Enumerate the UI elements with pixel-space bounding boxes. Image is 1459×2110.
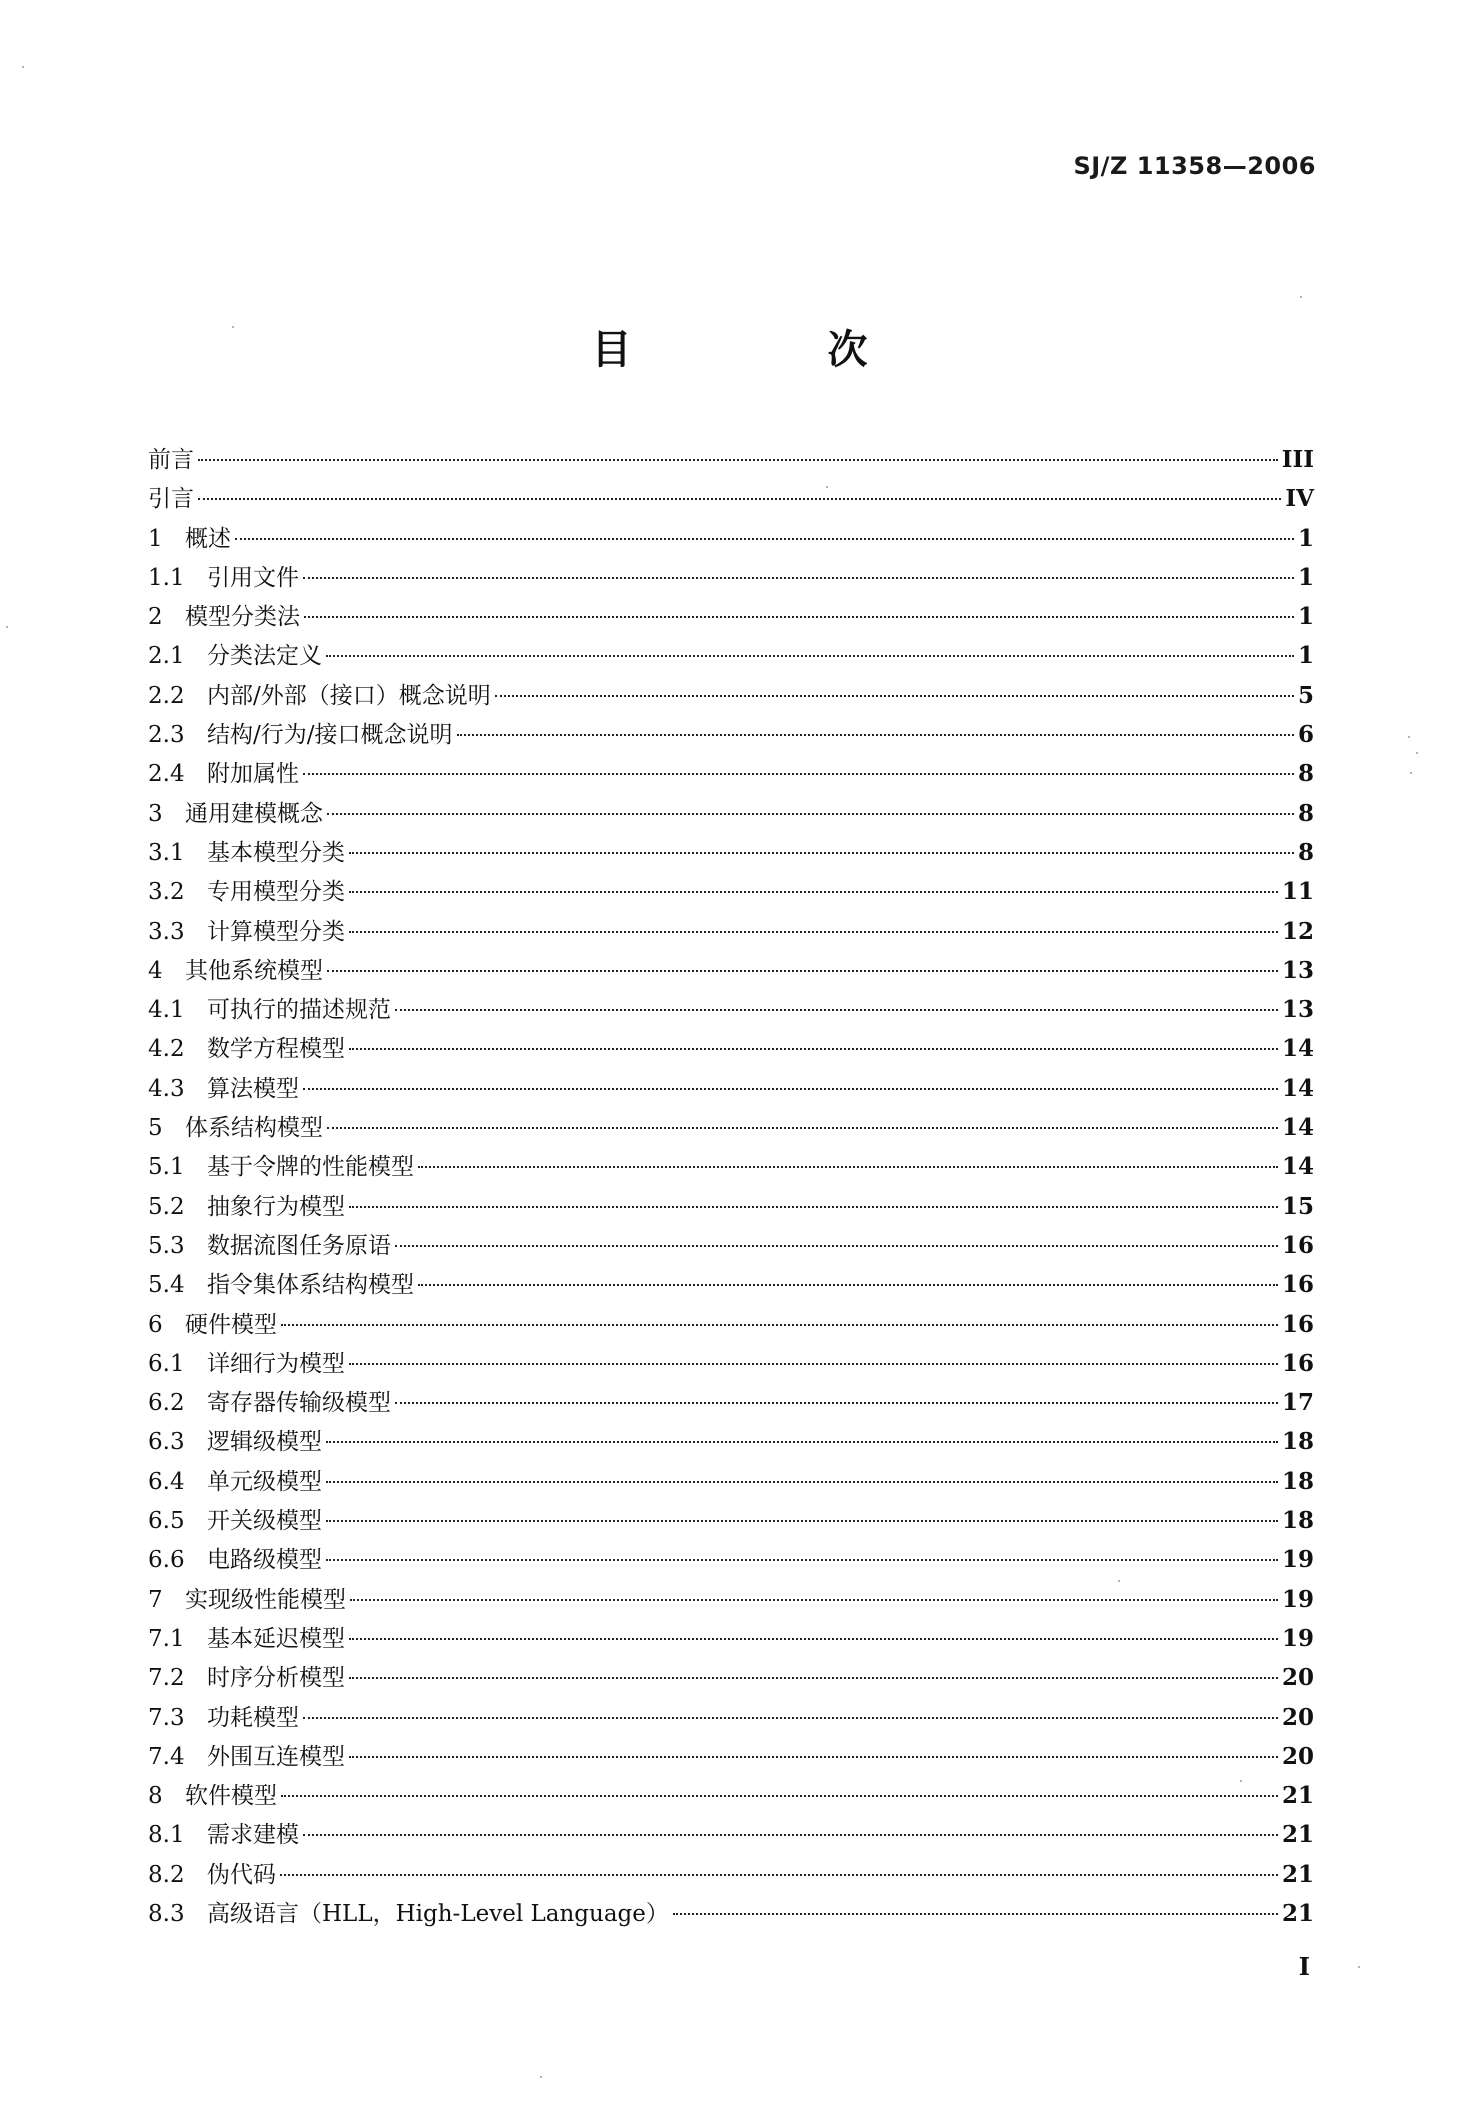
toc-entry-number: 8.3	[148, 1900, 185, 1927]
toc-entry	[148, 1265, 1314, 1304]
toc-entry-title: 体系结构模型	[185, 1115, 323, 1142]
toc-entry	[148, 1737, 1314, 1776]
toc-dot-leader	[327, 970, 1278, 972]
toc-entry-page: 20	[1281, 1703, 1314, 1731]
toc-entry-number: 2.1	[148, 643, 185, 670]
toc-entry	[148, 479, 1314, 518]
toc-entry-number: 6.1	[148, 1350, 185, 1377]
scan-speck	[1118, 1580, 1120, 1582]
toc-entry-page: 16	[1281, 1349, 1314, 1377]
toc-dot-leader	[349, 1677, 1278, 1679]
toc-entry-title: 逻辑级模型	[207, 1429, 322, 1456]
toc-entry-page: 18	[1281, 1428, 1314, 1456]
toc-entry	[148, 1894, 1314, 1933]
toc-entry-number: 2	[148, 604, 163, 631]
toc-entry	[148, 1855, 1314, 1894]
toc-entry-number: 4.1	[148, 997, 185, 1024]
scan-speck	[1410, 772, 1412, 774]
toc-dot-leader	[327, 813, 1294, 815]
toc-entry-page: 21	[1281, 1782, 1314, 1810]
toc-entry-title: 时序分析模型	[207, 1665, 345, 1692]
toc-entry	[148, 872, 1314, 911]
toc-entry-number: 5	[148, 1115, 163, 1142]
toc-entry-title: 分类法定义	[207, 643, 322, 670]
toc-dot-leader	[395, 1009, 1278, 1011]
toc-entry-number: 2.2	[148, 682, 185, 709]
toc-entry	[148, 1815, 1314, 1854]
toc-entry-title: 外围互连模型	[207, 1743, 345, 1770]
toc-dot-leader	[235, 538, 1294, 540]
scan-speck	[1300, 296, 1302, 298]
toc-dot-leader	[395, 1402, 1278, 1404]
toc-entry-page: III	[1281, 446, 1314, 473]
toc-entry-title: 抽象行为模型	[207, 1193, 345, 1220]
toc-entry-page: 20	[1281, 1742, 1314, 1770]
toc-entry	[148, 440, 1314, 479]
toc-entry-page: 19	[1281, 1624, 1314, 1652]
toc-dot-leader	[349, 1048, 1278, 1050]
toc-entry-page: 16	[1281, 1310, 1314, 1338]
toc-entry	[148, 715, 1314, 754]
toc-entry-page: 21	[1281, 1821, 1314, 1849]
toc-entry-number: 6.5	[148, 1508, 185, 1535]
toc-entry	[148, 1501, 1314, 1540]
toc-entry-page: 16	[1281, 1231, 1314, 1259]
toc-entry-title: 前言	[148, 447, 194, 473]
toc-entry-title: 基本模型分类	[207, 839, 345, 866]
toc-entry-page: 1	[1297, 603, 1314, 631]
toc-entry-title: 可执行的描述规范	[207, 997, 391, 1024]
toc-entry	[148, 1698, 1314, 1737]
toc-entry-number: 2.4	[148, 761, 185, 788]
toc-entry-number: 7.3	[148, 1704, 185, 1731]
toc-entry-page: 1	[1297, 642, 1314, 670]
toc-dot-leader	[303, 1834, 1278, 1836]
toc-dot-leader	[303, 577, 1294, 579]
toc-dot-leader	[281, 1795, 1278, 1797]
page-number: I	[1298, 1952, 1310, 1981]
scan-speck	[1416, 752, 1418, 754]
toc-entry	[148, 1305, 1314, 1344]
toc-entry	[148, 1383, 1314, 1422]
toc-entry-number: 7.2	[148, 1665, 185, 1692]
toc-dot-leader	[395, 1245, 1278, 1247]
toc-dot-leader	[281, 1324, 1278, 1326]
toc-entry-title: 单元级模型	[207, 1468, 322, 1495]
toc-entry-title: 算法模型	[207, 1075, 299, 1102]
toc-entry	[148, 1344, 1314, 1383]
scan-speck	[540, 2076, 542, 2078]
toc-dot-leader	[673, 1913, 1278, 1915]
toc-entry-number: 6.2	[148, 1390, 185, 1417]
toc-entry-number: 2.3	[148, 722, 185, 749]
toc-dot-leader	[303, 1088, 1278, 1090]
toc-entry-title: 基于令牌的性能模型	[207, 1154, 414, 1181]
toc-entry-page: 14	[1281, 1153, 1314, 1181]
toc-entry-number: 7.4	[148, 1743, 185, 1770]
toc-entry-number: 6.3	[148, 1429, 185, 1456]
toc-entry-number: 5.1	[148, 1154, 185, 1181]
toc-entry-number: 8	[148, 1783, 163, 1810]
toc-entry-page: 19	[1281, 1546, 1314, 1574]
toc-entry	[148, 676, 1314, 715]
toc-entry-number: 4	[148, 957, 163, 984]
toc-entry-number: 6	[148, 1311, 163, 1338]
document-code: SJ/Z 11358—2006	[1073, 152, 1316, 180]
toc-entry	[148, 519, 1314, 558]
toc-entry-number: 8.2	[148, 1861, 185, 1888]
toc-entry-title: 附加属性	[207, 761, 299, 788]
toc-entry	[148, 1540, 1314, 1579]
toc-dot-leader	[349, 852, 1294, 854]
toc-entry-number: 3.2	[148, 879, 185, 906]
toc-entry-page: 19	[1281, 1585, 1314, 1613]
toc-entry-title: 寄存器传输级模型	[207, 1390, 391, 1417]
toc-entry-page: 6	[1297, 721, 1314, 749]
toc-entry-number: 4.2	[148, 1036, 185, 1063]
toc-entry-page: 16	[1281, 1271, 1314, 1299]
toc-entry	[148, 1187, 1314, 1226]
toc-dot-leader	[280, 1874, 1278, 1876]
toc-dot-leader	[457, 734, 1294, 736]
toc-dot-leader	[198, 459, 1278, 461]
toc-dot-leader	[198, 498, 1281, 500]
toc-entry-number: 3	[148, 800, 163, 827]
toc-entry-title: 实现级性能模型	[185, 1586, 346, 1613]
toc-entry-number: 6.6	[148, 1547, 185, 1574]
toc-entry-title: 功耗模型	[207, 1704, 299, 1731]
toc-entry-number: 1.1	[148, 564, 185, 591]
toc-entry-title: 计算模型分类	[207, 918, 345, 945]
toc-entry	[148, 754, 1314, 793]
toc-entry-page: 21	[1281, 1899, 1314, 1927]
toc-dot-leader	[495, 695, 1294, 697]
toc-entry-number: 3.1	[148, 839, 185, 866]
toc-entry-page: 18	[1281, 1467, 1314, 1495]
toc-entry-title: 指令集体系结构模型	[207, 1272, 414, 1299]
toc-entry-page: 14	[1281, 1074, 1314, 1102]
toc-entry-title: 伪代码	[207, 1861, 276, 1888]
toc-entry	[148, 1619, 1314, 1658]
toc-entry-title: 开关级模型	[207, 1508, 322, 1535]
toc-entry-page: IV	[1285, 485, 1314, 513]
toc-entry-number: 1	[148, 525, 163, 552]
toc-dot-leader	[349, 891, 1278, 893]
toc-entry-title: 硬件模型	[185, 1311, 277, 1338]
toc-dot-leader	[418, 1284, 1278, 1286]
toc-dot-leader	[326, 1520, 1278, 1522]
toc-entry-title: 其他系统模型	[185, 957, 323, 984]
toc-entry-title: 专用模型分类	[207, 879, 345, 906]
toc-entry-page: 21	[1281, 1860, 1314, 1888]
scan-speck	[6, 626, 8, 628]
toc-entry	[148, 1108, 1314, 1147]
toc-dot-leader	[327, 1127, 1278, 1129]
toc-entry	[148, 990, 1314, 1029]
toc-entry	[148, 951, 1314, 990]
toc-entry-number: 8.1	[148, 1822, 185, 1849]
toc-entry	[148, 912, 1314, 951]
toc-entry	[148, 794, 1314, 833]
toc-entry-number: 4.3	[148, 1075, 185, 1102]
toc-entry-title: 概述	[185, 525, 231, 552]
toc-entry-page: 1	[1297, 563, 1314, 591]
toc-entry-page: 20	[1281, 1664, 1314, 1692]
toc-dot-leader	[326, 1441, 1278, 1443]
toc-dot-leader	[326, 1481, 1278, 1483]
toc-entry-title: 基本延迟模型	[207, 1625, 345, 1652]
toc-entry	[148, 1069, 1314, 1108]
toc-entry-page: 13	[1281, 956, 1314, 984]
toc-entry-page: 17	[1281, 1389, 1314, 1417]
toc-dot-leader	[418, 1166, 1278, 1168]
toc-entry-title: 通用建模概念	[185, 800, 323, 827]
toc-entry-page: 14	[1281, 1035, 1314, 1063]
toc-entry	[148, 597, 1314, 636]
toc-dot-leader	[303, 1717, 1278, 1719]
toc-entry-page: 12	[1281, 917, 1314, 945]
toc-entry-title: 高级语言（HLL，High-Level Language）	[207, 1900, 669, 1927]
toc-entry	[148, 833, 1314, 872]
toc-title: 目 次	[591, 327, 946, 373]
toc-entry	[148, 636, 1314, 675]
toc-entry-title: 引用文件	[207, 564, 299, 591]
toc-dot-leader	[326, 655, 1294, 657]
toc-dot-leader	[350, 1599, 1278, 1601]
toc-entry-title: 软件模型	[185, 1783, 277, 1810]
toc-entry-page: 18	[1281, 1507, 1314, 1535]
toc-entry-page: 8	[1297, 838, 1314, 866]
toc-entry	[148, 1580, 1314, 1619]
toc-entry-page: 15	[1281, 1192, 1314, 1220]
toc-entry	[148, 558, 1314, 597]
toc-entry-page: 1	[1297, 524, 1314, 552]
toc-entry-page: 5	[1297, 681, 1314, 709]
toc-dot-leader	[349, 1363, 1278, 1365]
toc-dot-leader	[349, 1756, 1278, 1758]
toc-entry-page: 14	[1281, 1114, 1314, 1142]
toc-entry-page: 13	[1281, 996, 1314, 1024]
toc-entry	[148, 1658, 1314, 1697]
toc-entry-page: 8	[1297, 760, 1314, 788]
table-of-contents	[148, 440, 1314, 1933]
toc-entry-title: 结构/行为/接口概念说明	[207, 722, 453, 749]
toc-entry	[148, 1422, 1314, 1461]
toc-entry-page: 8	[1297, 799, 1314, 827]
toc-entry-number: 7	[148, 1586, 163, 1613]
toc-dot-leader	[349, 1206, 1278, 1208]
toc-dot-leader	[349, 1638, 1278, 1640]
toc-entry	[148, 1226, 1314, 1265]
scan-speck	[232, 326, 234, 328]
toc-entry-number: 5.2	[148, 1193, 185, 1220]
toc-entry-number: 5.4	[148, 1272, 185, 1299]
scan-speck	[826, 486, 828, 488]
toc-entry-number: 6.4	[148, 1468, 185, 1495]
toc-entry-title: 数据流图任务原语	[207, 1232, 391, 1259]
toc-entry-title: 需求建模	[207, 1822, 299, 1849]
toc-entry-title: 数学方程模型	[207, 1036, 345, 1063]
toc-entry	[148, 1462, 1314, 1501]
scan-speck	[22, 66, 24, 68]
toc-dot-leader	[303, 773, 1294, 775]
toc-entry	[148, 1029, 1314, 1068]
toc-dot-leader	[304, 616, 1294, 618]
scan-speck	[1408, 736, 1410, 738]
toc-entry-title: 详细行为模型	[207, 1350, 345, 1377]
toc-dot-leader	[349, 931, 1278, 933]
toc-entry-number: 5.3	[148, 1232, 185, 1259]
toc-entry-number: 3.3	[148, 918, 185, 945]
toc-dot-leader	[326, 1559, 1278, 1561]
toc-entry-title: 模型分类法	[185, 604, 300, 631]
toc-entry	[148, 1776, 1314, 1815]
toc-entry-page: 11	[1281, 878, 1314, 906]
scan-speck	[1358, 1966, 1360, 1968]
toc-entry	[148, 1147, 1314, 1186]
toc-entry-number: 7.1	[148, 1625, 185, 1652]
toc-entry-title: 电路级模型	[207, 1547, 322, 1574]
scan-speck	[1240, 1780, 1242, 1782]
toc-entry-title: 引言	[148, 486, 194, 513]
toc-entry-title: 内部/外部（接口）概念说明	[207, 682, 491, 709]
